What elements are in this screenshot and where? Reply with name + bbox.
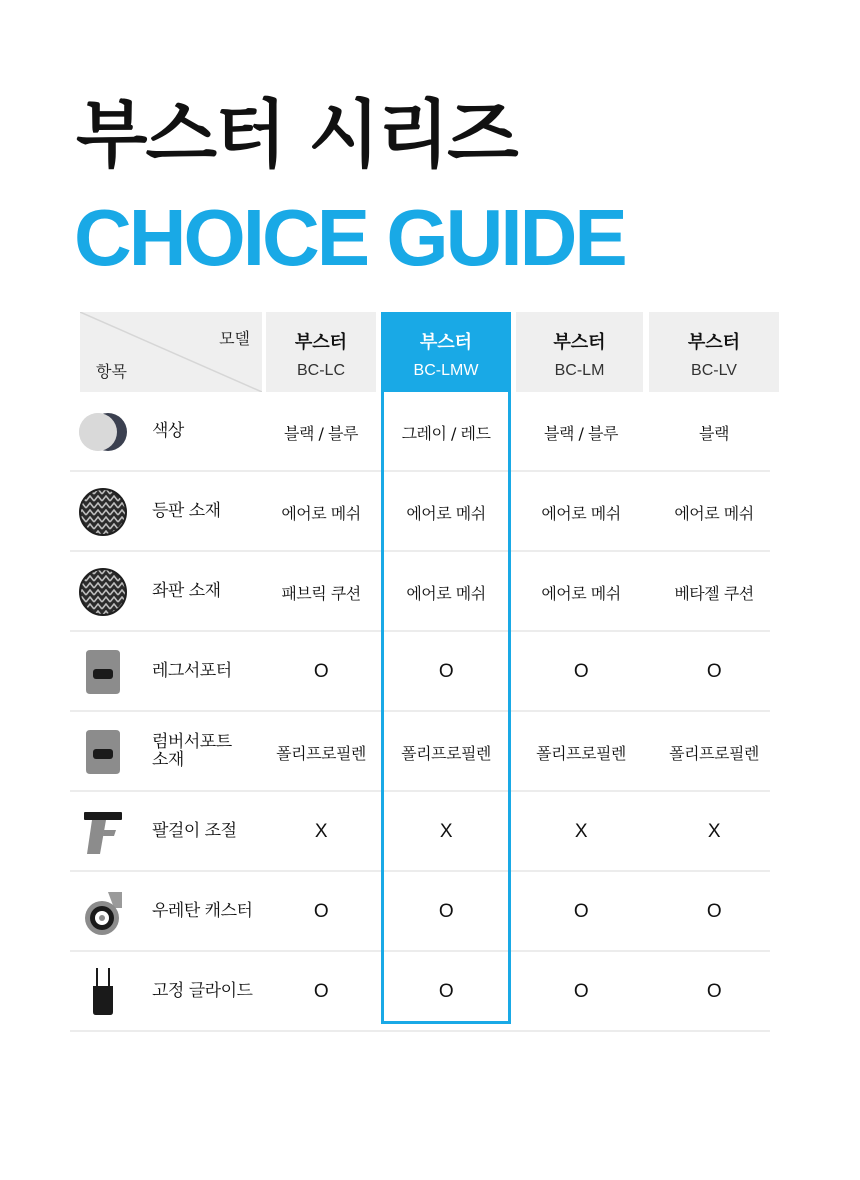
row-label: 색상	[152, 421, 184, 442]
cell-value: O	[573, 981, 589, 1002]
model-code: BC-LV	[691, 362, 737, 379]
cell-value: O	[438, 661, 454, 682]
table-row-glide	[70, 952, 770, 1032]
header-model-bc-lm	[516, 312, 643, 392]
cell-value: 에어로 메쉬	[541, 583, 621, 603]
cell-value: 폴리프로필렌	[276, 743, 366, 763]
fixed-glide-icon	[78, 968, 128, 1016]
page-title-english: CHOICE GUIDE	[74, 193, 625, 282]
row-label-line: 럼버서포트	[152, 732, 232, 753]
cell-value: O	[573, 661, 589, 682]
cell-value: X	[574, 821, 588, 842]
cell-value: 그레이 / 레드	[401, 423, 491, 443]
cell-value: X	[707, 821, 721, 842]
row-label: 팔걸이 조절	[152, 821, 237, 842]
corner-model-label: 모델	[219, 329, 250, 348]
cell-value: 블랙 / 블루	[544, 423, 618, 443]
cell-value: X	[314, 821, 328, 842]
table-row-leg-supporter	[70, 632, 770, 712]
caster-wheel-icon	[78, 888, 128, 936]
row-label: 고정 글라이드	[152, 981, 253, 1002]
cell-value: 패브릭 쿠션	[281, 583, 361, 603]
table-row-armrest	[70, 792, 770, 872]
model-name: 부스터	[553, 332, 606, 353]
row-label-line: 소재	[152, 750, 184, 770]
cell-value: O	[706, 661, 722, 682]
cell-value: 블랙 / 블루	[284, 423, 358, 443]
model-name: 부스터	[419, 332, 473, 353]
row-label: 우레탄 캐스터	[152, 901, 253, 922]
model-name: 부스터	[294, 332, 348, 353]
mesh-material-icon	[78, 488, 128, 536]
cell-value: O	[438, 981, 454, 1002]
mesh-material-icon	[78, 568, 128, 616]
row-label: 레그서포터	[152, 661, 232, 682]
cell-value: 폴리프로필렌	[669, 743, 759, 763]
row-label: 등판 소재	[152, 501, 221, 522]
cell-value: O	[313, 981, 329, 1002]
cell-value: O	[706, 901, 722, 922]
header-model-bc-lv	[649, 312, 779, 392]
model-code: BC-LM	[554, 362, 605, 379]
cell-value: 에어로 메쉬	[406, 503, 486, 523]
comparison-table	[70, 312, 770, 1032]
row-label	[152, 712, 262, 792]
header-model-bc-lmw	[381, 312, 511, 392]
cell-value: 블랙	[699, 423, 729, 443]
cell-value: O	[573, 901, 589, 922]
cell-value: O	[706, 981, 722, 1002]
cell-value: 베타젤 쿠션	[674, 583, 754, 603]
color-swatch-icon	[78, 408, 128, 456]
table-row-color	[70, 392, 770, 472]
table-row-seat-material	[70, 552, 770, 632]
cell-value: O	[313, 901, 329, 922]
row-label: 좌판 소재	[152, 581, 221, 602]
table-row-lumbar-material	[70, 712, 770, 792]
cell-value: 에어로 메쉬	[406, 583, 486, 603]
page-title-korean: 부스터 시리즈	[76, 92, 517, 178]
cell-value: 폴리프로필렌	[536, 743, 626, 763]
table-row-caster	[70, 872, 770, 952]
header-model-bc-lc	[266, 312, 376, 392]
cell-value: 폴리프로필렌	[401, 743, 491, 763]
leg-supporter-icon	[78, 648, 128, 696]
armrest-icon	[78, 808, 128, 856]
table-header	[70, 312, 770, 392]
cell-value: O	[313, 661, 329, 682]
cell-value: 에어로 메쉬	[281, 503, 361, 523]
model-name: 부스터	[687, 332, 741, 353]
cell-value: 에어로 메쉬	[674, 503, 754, 523]
cell-value: 에어로 메쉬	[541, 503, 621, 523]
cell-value: X	[439, 821, 453, 842]
corner-item-label: 항목	[96, 362, 127, 381]
lumbar-support-icon	[78, 728, 128, 776]
cell-value: O	[438, 901, 454, 922]
model-code: BC-LMW	[413, 362, 479, 379]
header-corner	[80, 312, 262, 392]
table-row-back-material	[70, 472, 770, 552]
model-code: BC-LC	[296, 362, 345, 379]
